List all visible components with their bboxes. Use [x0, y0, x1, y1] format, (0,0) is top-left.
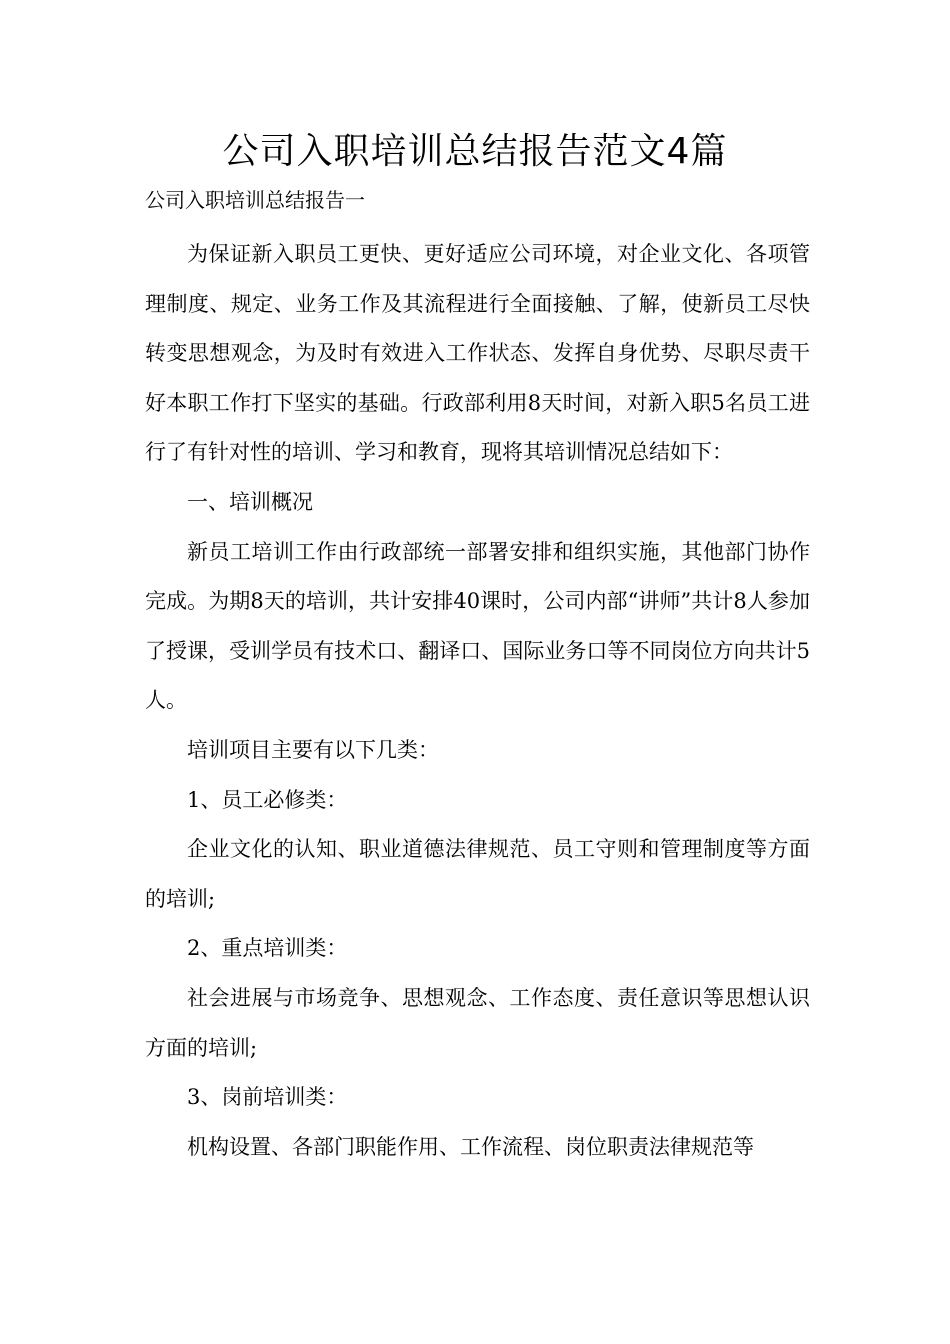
heading-category-preposition: 3、岗前培训类：	[187, 1085, 348, 1110]
body-text	[145, 230, 810, 1172]
heading-category-required: 1、员工必修类：	[187, 787, 348, 812]
paragraph-category-preposition: 机构设置、各部门职能作用、工作流程、岗位职责法律规范等	[187, 1134, 754, 1159]
section-subtitle: 公司入职培训总结报告一	[145, 188, 365, 212]
document-title: 公司入职培训总结报告范文4篇	[222, 131, 728, 172]
paragraph-category-key: 社会进展与市场竞争、思想观念、工作态度、责任意识等思想认识方面的培训;	[145, 985, 810, 1060]
heading-category-key: 2、重点培训类：	[187, 936, 348, 961]
paragraph-categories-intro: 培训项目主要有以下几类：	[187, 737, 439, 762]
paragraph-overview: 新员工培训工作由行政部统一部署安排和组织实施，其他部门协作完成。为期8天的培训，共计安排40课时，公司内部“讲师”共计8人参加了授课，受训学员有技术口、翻译口、国际业务口等不同岗位方向共计5人。	[145, 539, 810, 713]
heading-training-overview: 一、培训概况	[187, 489, 313, 514]
paragraph-category-required: 企业文化的认知、职业道德法律规范、员工守则和管理制度等方面的培训;	[145, 837, 810, 911]
paragraph-intro: 为保证新入职员工更快、更好适应公司环境，对企业文化、各项管理制度、规定、业务工作及其流程进行全面接触、了解，使新员工尽快转变思想观念，为及时有效进入工作状态、发挥自身优势、尽职尽责干好本职工作打下坚实的基础。行政部利用8天时间，对新入职5名员工进行了有针对性的培训、学习和教育，现将其培训情况总结如下：	[145, 242, 810, 465]
